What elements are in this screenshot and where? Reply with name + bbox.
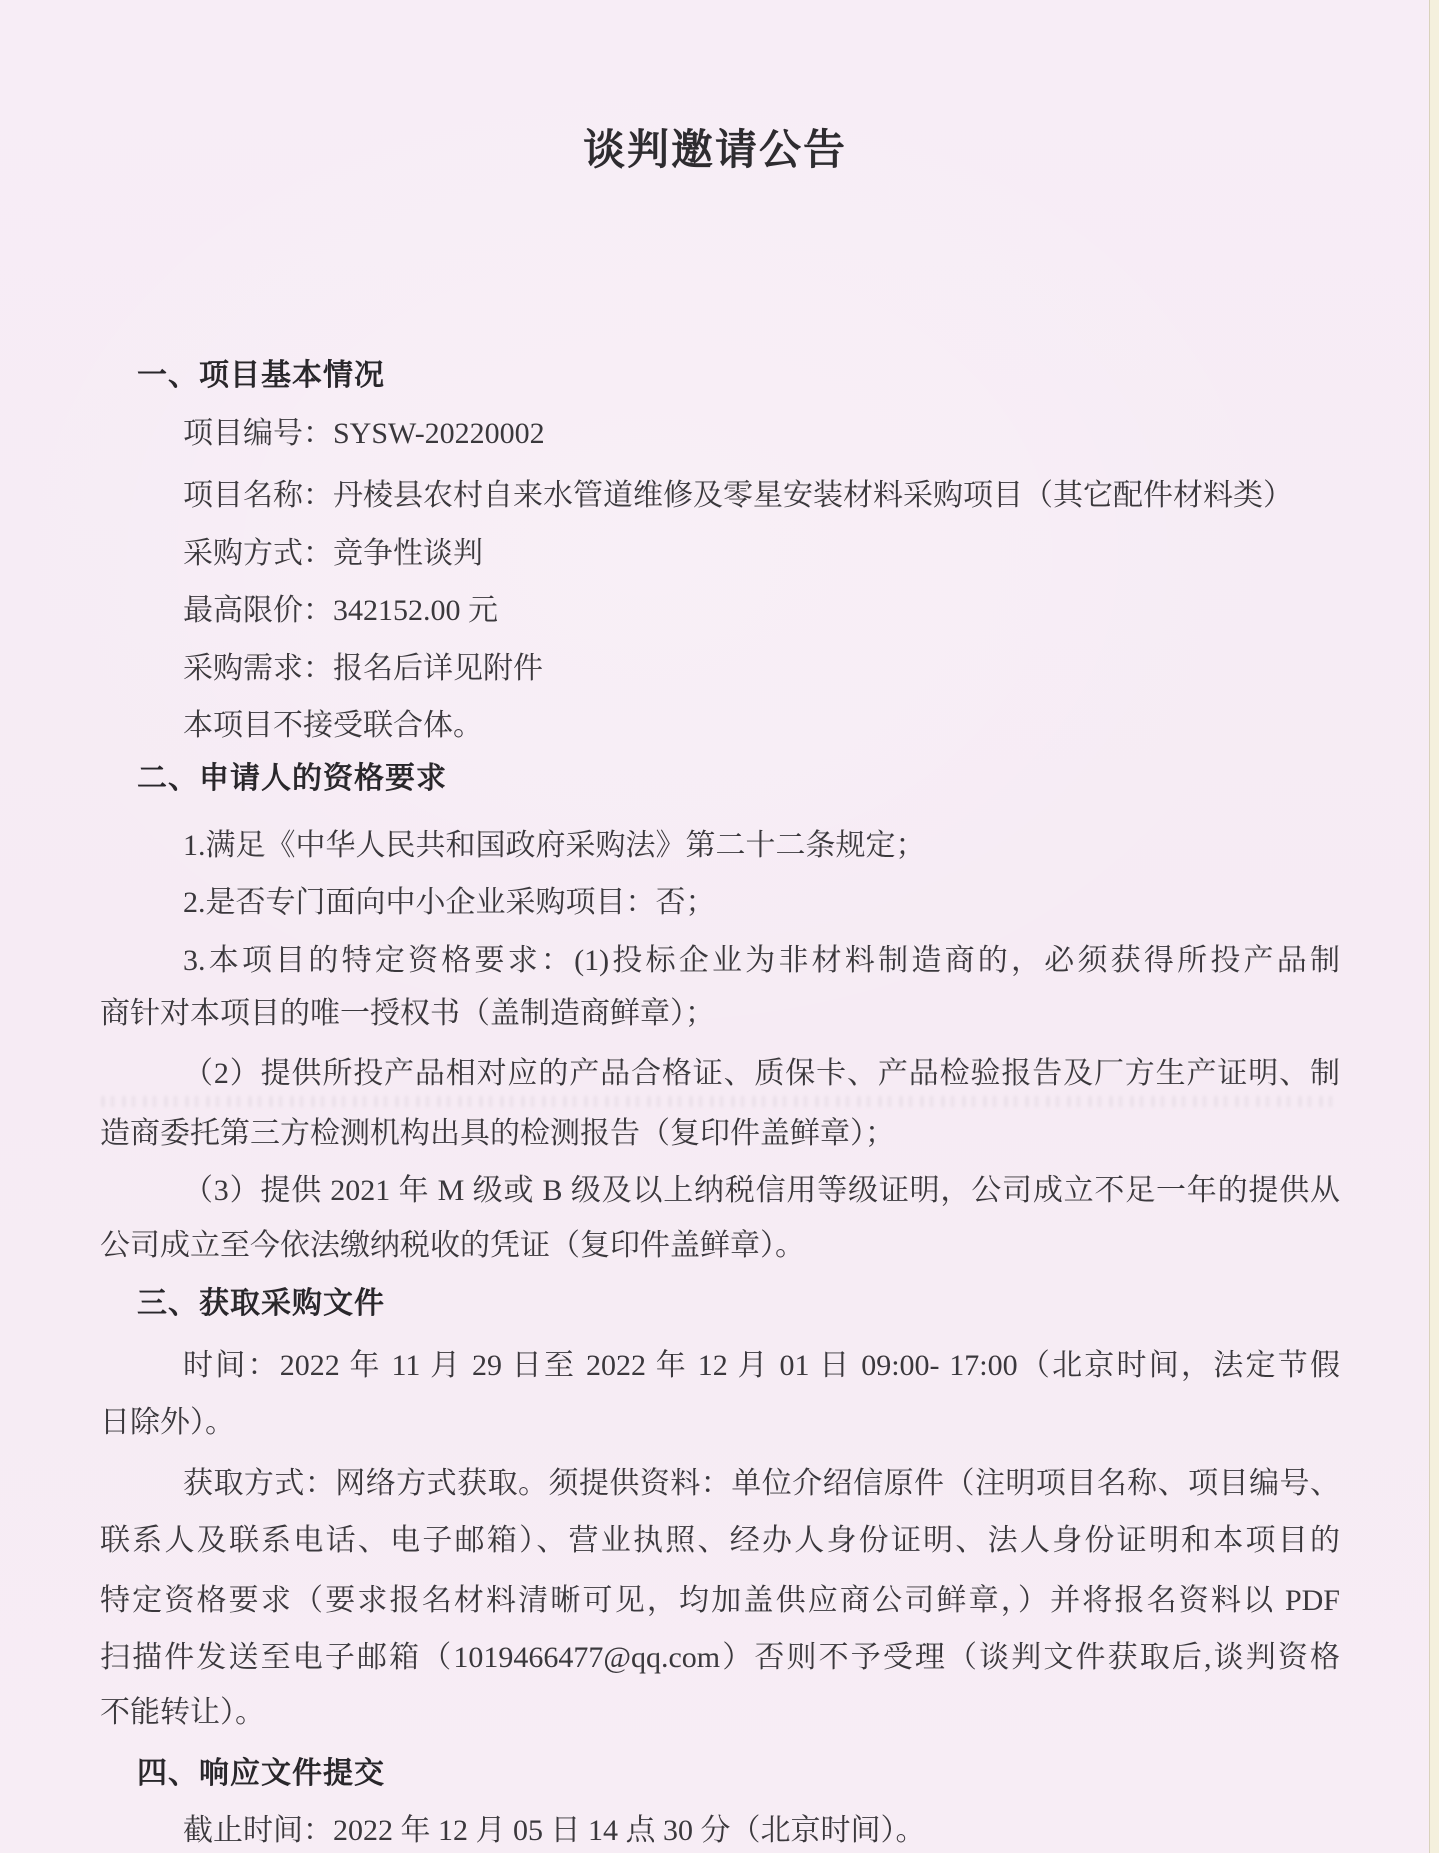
scan-bleed-artifact — [102, 1096, 1337, 1107]
line-submission-deadline: 截止时间：2022 年 12 月 05 日 14 点 30 分（北京时间）。 — [183, 1814, 926, 1847]
line-obtain-method-b: 联系人及联系电话、电子邮箱）、营业执照、经办人身份证明、法人身份证明和本项目的 — [100, 1524, 1340, 1557]
section-heading-response-submission: 四、响应文件提交 — [137, 1757, 385, 1790]
line-obtain-method-a: 获取方式：网络方式获取。须提供资料：单位介绍信原件（注明项目名称、项目编号、 — [183, 1467, 1340, 1500]
line-qualification-1: 1.满足《中华人民共和国政府采购法》第二十二条规定； — [183, 829, 926, 862]
line-procurement-method: 采购方式：竞争性谈判 — [183, 537, 483, 570]
line-max-price: 最高限价：342152.00 元 — [183, 594, 498, 627]
line-qualification-5b: 公司成立至今依法缴纳税收的凭证（复印件盖鲜章）。 — [100, 1229, 805, 1262]
line-qualification-2: 2.是否专门面向中小企业采购项目：否； — [183, 886, 716, 919]
line-qualification-3a: 3.本项目的特定资格要求：(1)投标企业为非材料制造商的，必须获得所投产品制 — [183, 944, 1340, 977]
line-qualification-4b: 造商委托第三方检测机构出具的检测报告（复印件盖鲜章）； — [100, 1117, 895, 1150]
line-obtain-time-b: 日除外）。 — [100, 1406, 235, 1439]
line-project-name: 项目名称：丹棱县农村自来水管道维修及零星安装材料采购项目（其它配件材料类） — [183, 479, 1293, 512]
line-obtain-method-c: 特定资格要求（要求报名材料清晰可见，均加盖供应商公司鲜章，）并将报名资料以 PDF — [100, 1584, 1340, 1617]
line-qualification-3b: 商针对本项目的唯一授权书（盖制造商鲜章）； — [100, 997, 715, 1030]
section-heading-qualifications: 二、申请人的资格要求 — [137, 762, 447, 795]
line-procurement-demand: 采购需求：报名后详见附件 — [183, 652, 543, 685]
section-heading-basic-info: 一、项目基本情况 — [137, 359, 385, 392]
doc-title: 谈判邀请公告 — [582, 128, 847, 174]
line-obtain-time-a: 时间：2022 年 11 月 29 日至 2022 年 12 月 01 日 09:00- 17:00（北京时间，法定节假 — [183, 1349, 1340, 1382]
line-qualification-4a: （2）提供所投产品相对应的产品合格证、质保卡、产品检验报告及厂方生产证明、制 — [183, 1057, 1340, 1090]
scan-edge — [1429, 0, 1439, 1853]
section-heading-obtain-documents: 三、获取采购文件 — [137, 1287, 385, 1320]
line-obtain-method-d: 扫描件发送至电子邮箱（1019466477@qq.com）否则不予受理（谈判文件获取后,谈判资格 — [100, 1641, 1340, 1674]
line-qualification-5a: （3）提供 2021 年 M 级或 B 级及以上纳税信用等级证明，公司成立不足一年的提供从 — [183, 1174, 1340, 1207]
line-no-consortium: 本项目不接受联合体。 — [183, 709, 483, 742]
line-project-number: 项目编号：SYSW-20220002 — [183, 417, 545, 450]
line-obtain-method-e: 不能转让）。 — [100, 1696, 265, 1729]
